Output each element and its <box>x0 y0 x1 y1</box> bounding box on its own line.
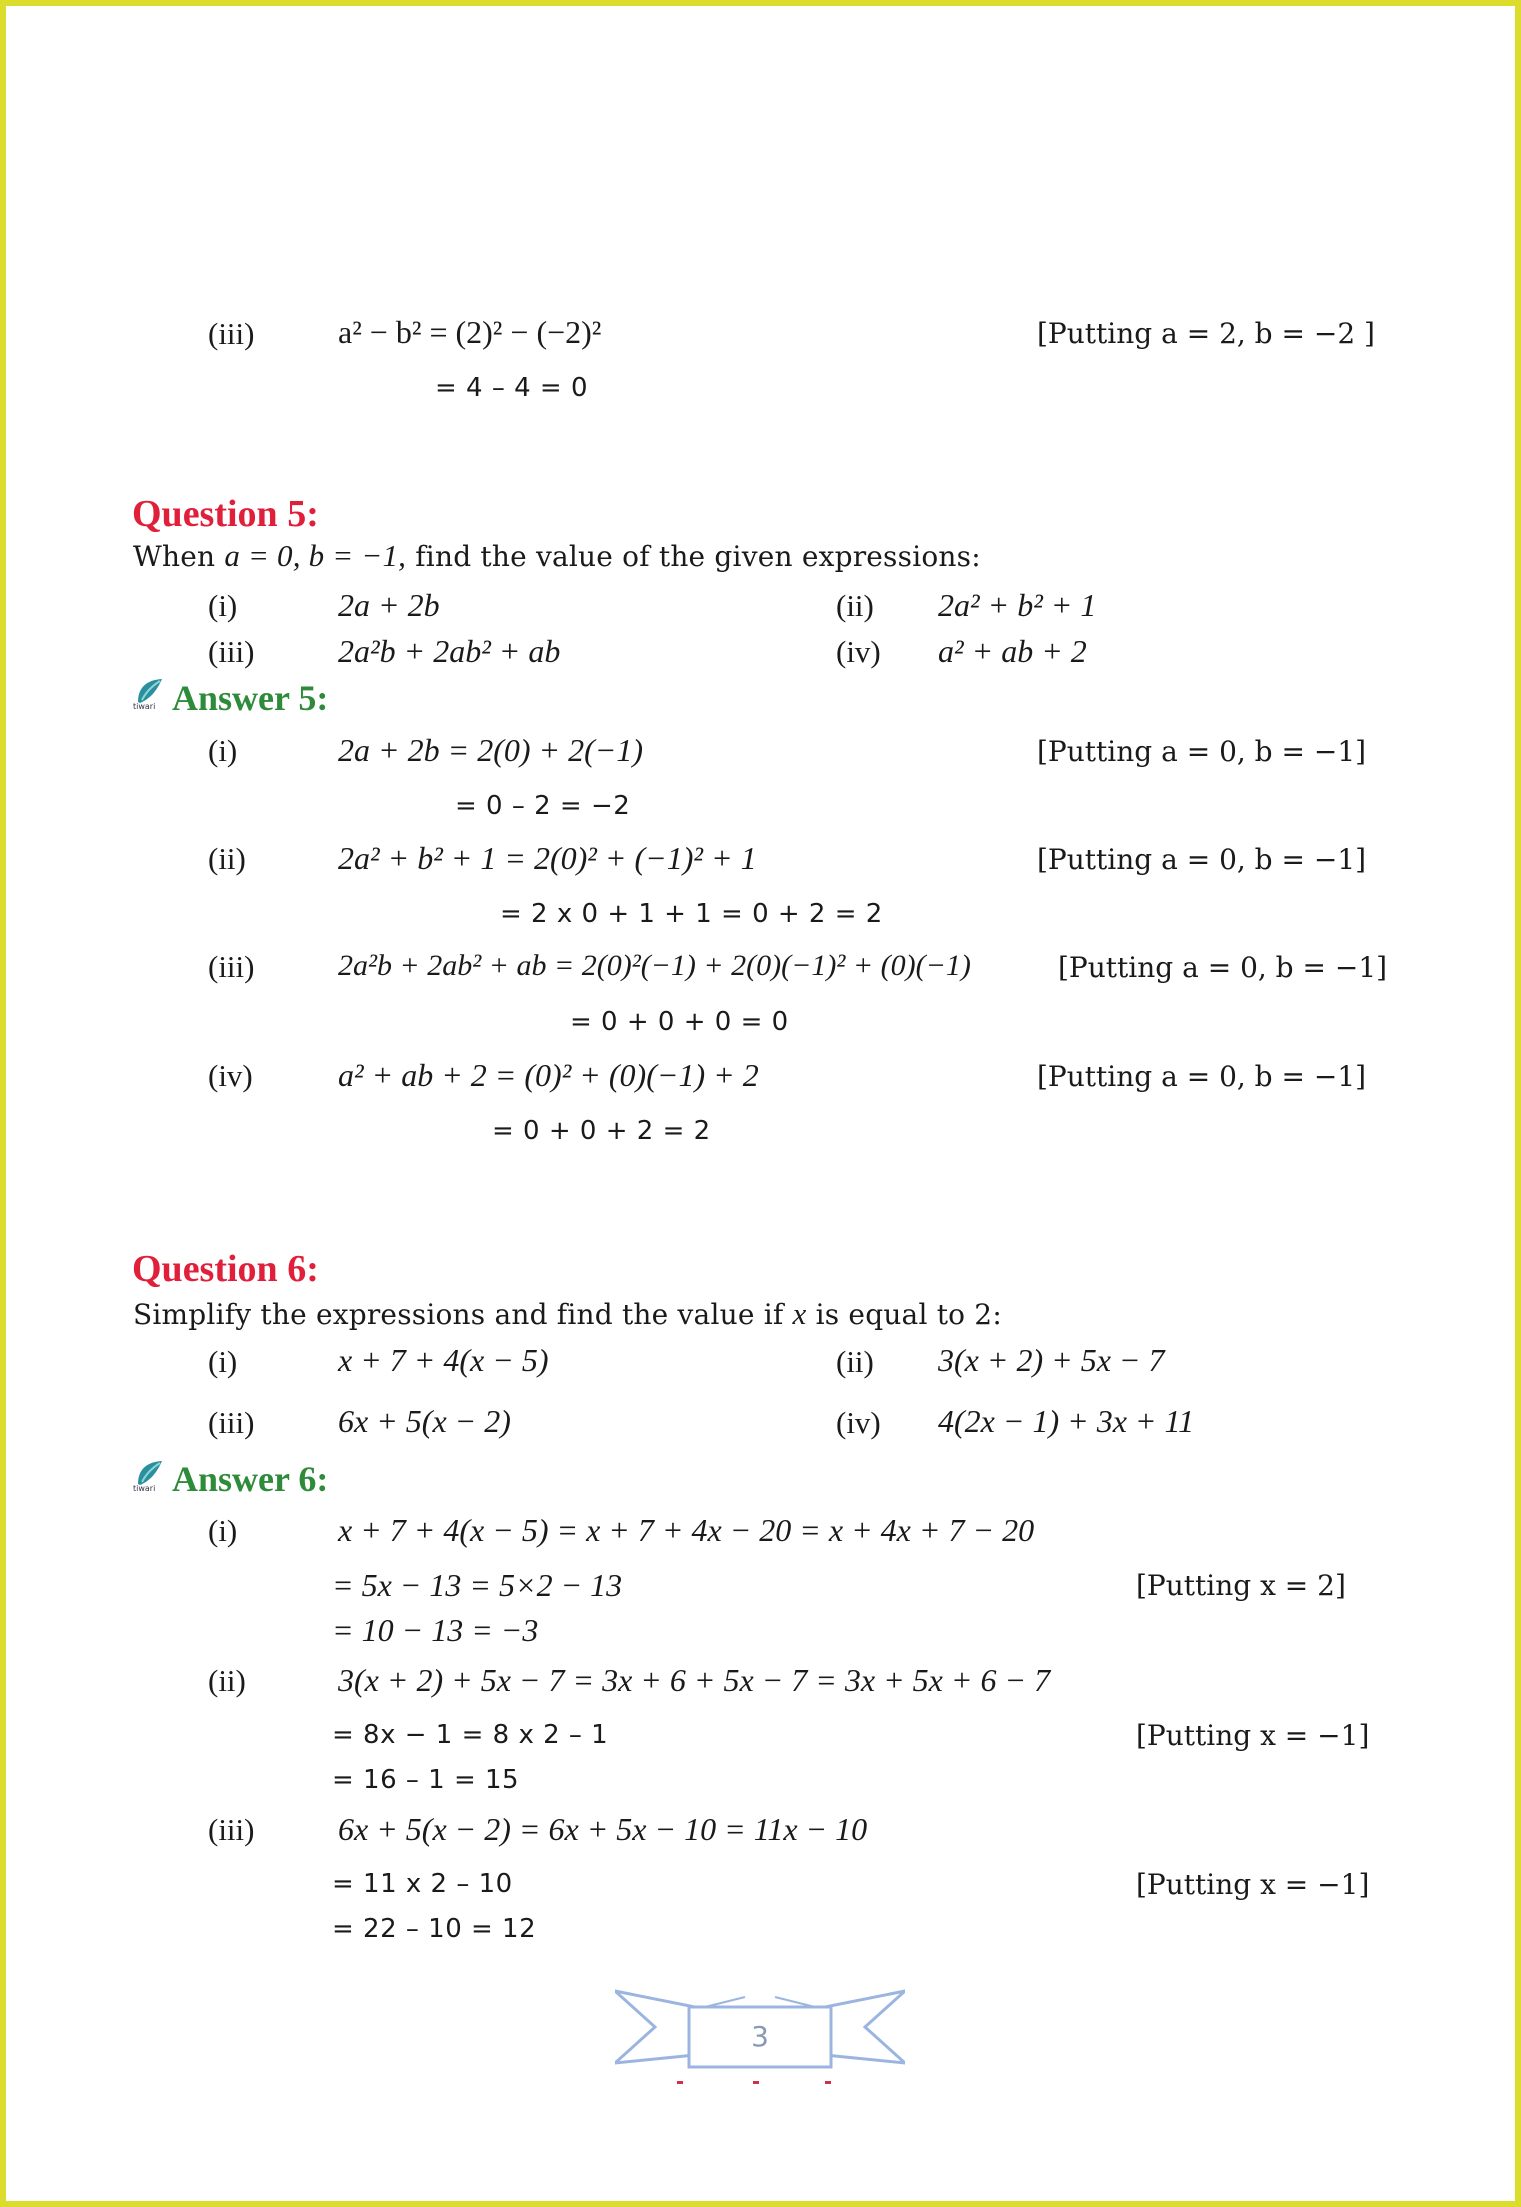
q5-part-label: (i) <box>208 588 238 623</box>
a6-step-line: = 22 – 10 = 12 <box>332 1914 537 1944</box>
a6-step-line: = 5x − 13 = 5×2 − 13 <box>332 1567 623 1603</box>
a6-step-label: (i) <box>208 1513 238 1548</box>
question-5-statement <box>133 538 981 575</box>
a6-step-line: = 16 – 1 = 15 <box>332 1765 520 1795</box>
a5-substitution-note: [Putting a = 0, b = −1] <box>1058 951 1388 984</box>
answer-5-heading: Answer 5: <box>172 678 329 718</box>
a6-step-line: = 10 − 13 = −3 <box>332 1612 539 1648</box>
q6-part-expression: x + 7 + 4(x − 5) <box>338 1342 549 1378</box>
a6-step-line: 3(x + 2) + 5x − 7 = 3x + 6 + 5x − 7 = 3x + 5x + 6 − 7 <box>338 1662 1051 1698</box>
q4-expression: a² − b² = (2)² − (−2)² <box>338 314 602 350</box>
q6-part-expression: 6x + 5(x − 2) <box>338 1403 511 1439</box>
statement-text: When <box>133 540 225 573</box>
a6-substitution-note: [Putting x = −1] <box>1136 1719 1370 1752</box>
q4-part-label: (iii) <box>208 316 255 351</box>
q5-part-expression: 2a²b + 2ab² + ab <box>338 633 561 669</box>
answer-6-heading: Answer 6: <box>172 1459 329 1499</box>
tiwari-logo-icon <box>132 676 166 710</box>
a6-step-line: = 11 x 2 – 10 <box>332 1869 513 1899</box>
a6-substitution-note: [Putting x = −1] <box>1136 1868 1370 1901</box>
page-number: 3 <box>751 2020 769 2053</box>
statement-text: Simplify the expressions and find the value if <box>133 1298 793 1331</box>
q6-part-label: (iii) <box>208 1405 255 1440</box>
q5-part-expression: 2a + 2b <box>338 587 440 623</box>
a5-step-label: (i) <box>208 733 238 768</box>
q5-part-label: (iii) <box>208 634 255 669</box>
q4-substitution-note: [Putting a = 2, b = −2 ] <box>1037 317 1375 350</box>
q5-part-expression: 2a² + b² + 1 <box>938 587 1097 623</box>
q4-result: = 4 – 4 = 0 <box>435 373 589 403</box>
a6-step-label: (ii) <box>208 1663 246 1698</box>
a5-step-result: = 0 + 0 + 0 = 0 <box>570 1007 789 1037</box>
a5-step-result: = 0 – 2 = −2 <box>455 791 631 821</box>
a6-step-line: x + 7 + 4(x − 5) = x + 7 + 4x − 20 = x + 4x + 7 − 20 <box>338 1512 1035 1548</box>
a5-substitution-note: [Putting a = 0, b = −1] <box>1037 1060 1367 1093</box>
a6-step-line: 6x + 5(x − 2) = 6x + 5x − 10 = 11x − 10 <box>338 1811 868 1847</box>
question-6-statement <box>133 1296 1002 1333</box>
a5-step-line: 2a + 2b = 2(0) + 2(−1) <box>338 732 643 768</box>
q5-part-expression: a² + ab + 2 <box>938 633 1087 669</box>
q6-part-label: (i) <box>208 1344 238 1379</box>
svg-text:tiwari: tiwari <box>133 1484 156 1492</box>
question-5-heading: Question 5: <box>132 493 319 535</box>
q6-part-expression: 4(2x − 1) + 3x + 11 <box>938 1403 1195 1439</box>
q5-part-label: (iv) <box>836 634 881 669</box>
svg-text:tiwari: tiwari <box>133 702 156 710</box>
question-6-heading: Question 6: <box>132 1248 319 1290</box>
a5-step-label: (ii) <box>208 841 246 876</box>
statement-values: a = 0, b = −1, <box>224 538 407 573</box>
a5-step-label: (iii) <box>208 949 255 984</box>
statement-text: is equal to 2: <box>806 1298 1002 1331</box>
tiwari-logo-icon <box>132 1458 166 1492</box>
a5-step-label: (iv) <box>208 1058 253 1093</box>
a5-step-line: 2a²b + 2ab² + ab = 2(0)²(−1) + 2(0)(−1)² + (0)(−1) <box>338 949 971 982</box>
a5-step-line: 2a² + b² + 1 = 2(0)² + (−1)² + 1 <box>338 840 757 876</box>
a5-step-line: a² + ab + 2 = (0)² + (0)(−1) + 2 <box>338 1057 759 1093</box>
statement-variable: x <box>792 1296 807 1331</box>
a5-step-result: = 2 x 0 + 1 + 1 = 0 + 2 = 2 <box>500 899 883 929</box>
a5-step-result: = 0 + 0 + 2 = 2 <box>492 1116 711 1146</box>
statement-text: find the value of the given expressions: <box>406 540 981 573</box>
a6-step-label: (iii) <box>208 1812 255 1847</box>
a6-substitution-note: [Putting x = 2] <box>1136 1569 1346 1602</box>
q6-part-label: (ii) <box>836 1344 874 1379</box>
q5-part-label: (ii) <box>836 588 874 623</box>
q6-part-expression: 3(x + 2) + 5x − 7 <box>938 1342 1165 1378</box>
q6-part-label: (iv) <box>836 1405 881 1440</box>
a5-substitution-note: [Putting a = 0, b = −1] <box>1037 735 1367 768</box>
a6-step-line: = 8x − 1 = 8 x 2 – 1 <box>332 1720 609 1750</box>
a5-substitution-note: [Putting a = 0, b = −1] <box>1037 843 1367 876</box>
